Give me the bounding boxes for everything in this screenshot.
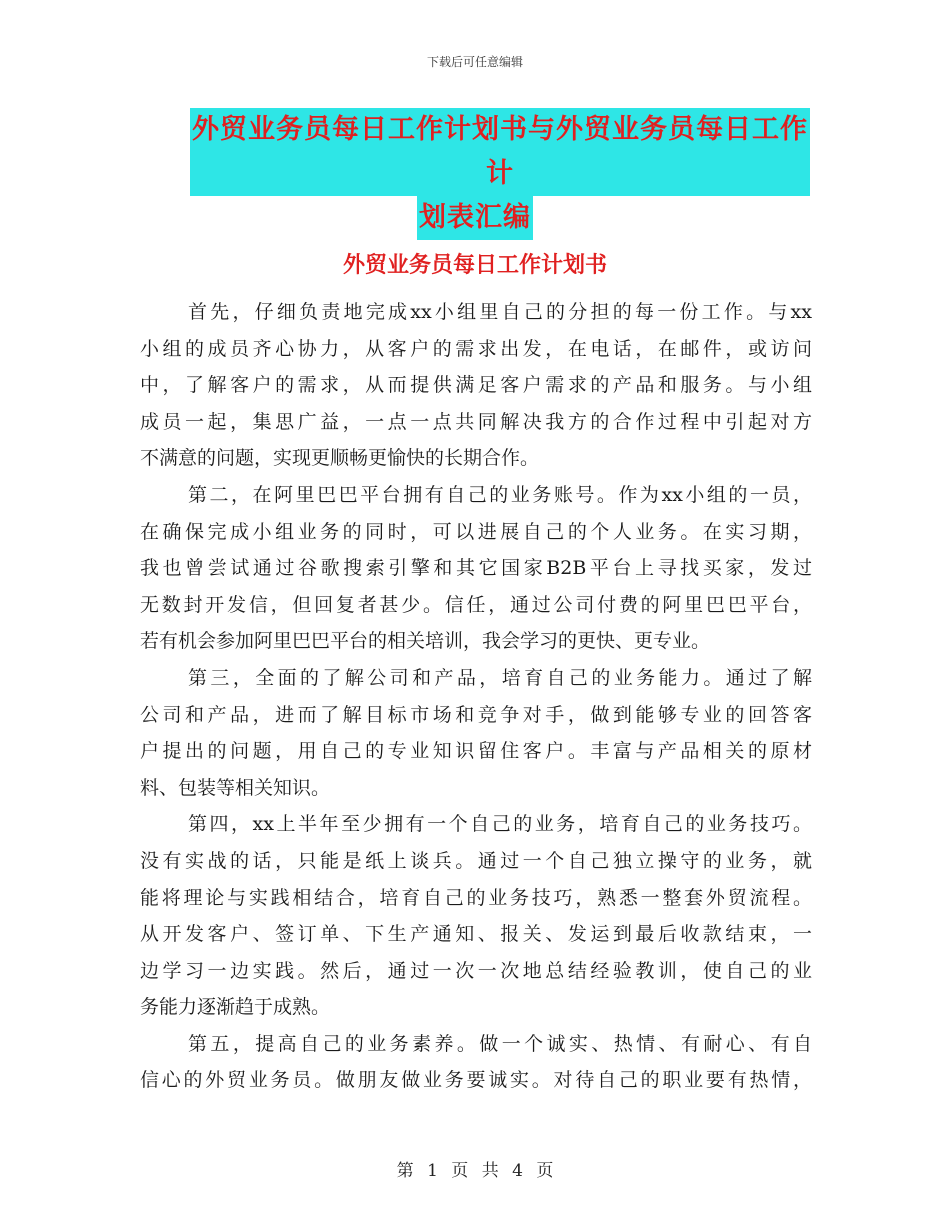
text-line: 首先，仔细负责地完成xx小组里自己的分担的每一份工作。与xx — [188, 301, 812, 323]
page-header: 下载后可任意编辑 — [426, 55, 523, 69]
text-line: 务能力逐渐趋于成熟。 — [140, 996, 331, 1019]
document-title — [140, 108, 810, 240]
text-line: 料、包装等相关知识。 — [140, 776, 331, 799]
text-line: 第三，全面的了解公司和产品，培育自己的业务能力。通过了解 — [188, 666, 812, 689]
text-line: 中，了解客户的需求，从而提供满足客户需求的产品和服务。与小组 — [140, 374, 812, 397]
text-line: 第二，在阿里巴巴平台拥有自己的业务账号。作为xx小组的一员， — [188, 483, 812, 506]
text-line: 若有机会参加阿里巴巴平台的相关培训，我会学习的更快、更专业。 — [140, 630, 711, 653]
text-line: 成员一起，集思广益，一点一点共同解决我方的合作过程中引起对方 — [140, 410, 812, 433]
page-footer: 第 1 页 共 4 页 — [396, 1161, 554, 1181]
text-line: 信心的外贸业务员。做朋友做业务要诚实。对待自己的职业要有热情， — [140, 1069, 812, 1092]
title-line-1: 外贸业务员每日工作计划书与外贸业务员每日工作计 — [190, 108, 810, 196]
section-heading: 外贸业务员每日工作计划书 — [342, 253, 607, 278]
text-line: 第四，xx上半年至少拥有一个自己的业务，培育自己的业务技巧。 — [188, 813, 812, 836]
text-line: 能将理论与实践相结合，培育自己的业务技巧，熟悉一整套外贸流程。 — [140, 886, 812, 909]
text-line: 小组的成员齐心协力，从客户的需求出发，在电话，在邮件，或访问 — [140, 337, 812, 360]
text-line: 没有实战的话，只能是纸上谈兵。通过一个自己独立操守的业务，就 — [140, 849, 812, 872]
text-line: 公司和产品，进而了解目标市场和竞争对手，做到能够专业的回答客 — [140, 703, 812, 726]
title-line-2: 划表汇编 — [417, 196, 533, 240]
text-line: 我也曾尝试通过谷歌搜索引擎和其它国家B2B平台上寻找买家，发过 — [140, 557, 812, 580]
text-line: 第五，提高自己的业务素养。做一个诚实、热情、有耐心、有自 — [188, 1032, 812, 1055]
text-line: 边学习一边实践。然后，通过一次一次地总结经验教训，使自己的业 — [140, 959, 812, 982]
text-line: 在确保完成小组业务的同时，可以进展自己的个人业务。在实习期， — [140, 520, 812, 543]
text-line: 不满意的问题，实现更顺畅更愉快的长期合作。 — [140, 447, 540, 470]
text-line: 从开发客户、签订单、下生产通知、报关、发运到最后收款结束，一 — [140, 923, 812, 946]
text-line: 户提出的问题，用自己的专业知识留住客户。丰富与产品相关的原材 — [140, 740, 812, 763]
body-text — [140, 294, 812, 1099]
text-line: 无数封开发信，但回复者甚少。信任，通过公司付费的阿里巴巴平台， — [140, 593, 812, 616]
